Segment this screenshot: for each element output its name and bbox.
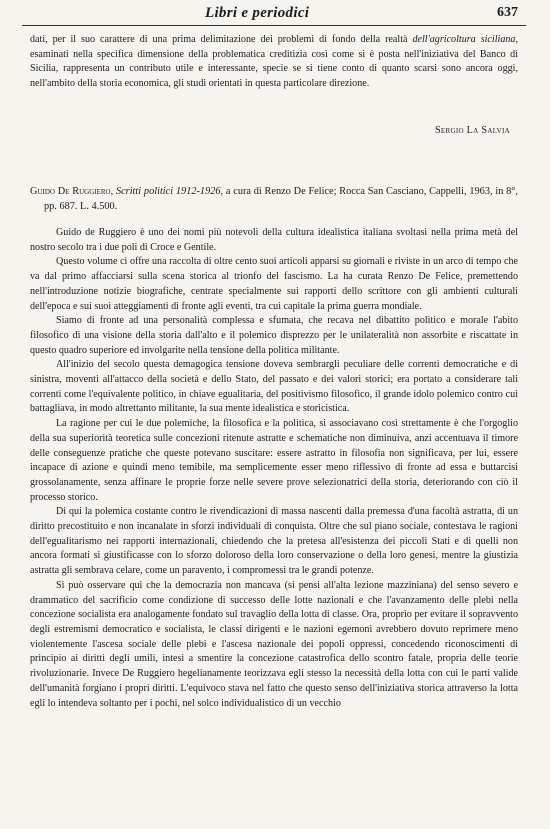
reference-line	[30, 185, 518, 214]
intro-paragraph	[30, 33, 518, 92]
body-paragraph-3: Siamo di fronte ad una personalità complessa e sfumata, che recava nel dibattito politico e morale l'abito filosofico di una visione della storia dall'alto e il polemico disprezzo per le unilateralità non assorbite e riscattate in questo quadro superiore ed involgarite nella tensione della politica militante.	[30, 315, 518, 356]
intro-italic: dell'agricoltura siciliana	[412, 34, 516, 45]
body-paragraph-6: Di qui la polemica costante contro le rivendicazioni di massa nascenti dalla premessa d'una facoltà astratta, di un diritto precostituito e non incanalate in sforzi individuali di conquista. Oltre che sul piano sociale, contestava le ragioni dell'egualitarismo nei rapporti internazionali, chiedendo che la pretesa all'esistenza dei piccoli Stati e di quelli non ancora formati si giustificasse con lo sforzo doloroso della loro conservazione o della loro genesi, mentre la giustizia astratta gli sembrava celare, come un paravento, i compromessi tra le grandi potenze.	[30, 506, 518, 577]
header-rule	[22, 25, 526, 26]
body-paragraph-7: Si può osservare qui che la democrazia non mancava (si pensi all'alta lezione mazziniana) del senso severo e drammatico del sacrificio come condizione di successo delle lotte nazionali e che l'avanzamento delle plebi nella concezione socialista era analogamente fondato sul travaglio della lotta di classe. Ora, proprio per evitare il sopravvento degli estremismi democratico e socialista, le classi dirigenti e le nazioni egemoni avrebbero dovuto reprimere meno violentemente l'ascesa sociale delle plebi e l'ascesa nazionale dei popoli oppressi, concedendo riconoscimenti di principio ai diritti degli umili, intesi a smentire la concezione catastrofica dello scontro fatale, propria delle teorie rivoluzionarie. Invece De Ruggiero hegelianamente teorizzava egli stesso la necessità della lotta con cui le parti valide dell'umanità forgiano i propri diritti. L'equivoco stava nel fatto che questo senso dell'iniziativa storica attraverso la lotta egli lo intendeva soltanto per i pochi, nel solco individualistico di un vecchio	[30, 579, 518, 709]
intro-text-2: , esaminati nella specifica dimensione della problematica creditizia così come si è posta nell'iniziativa del Banco di Sicilia, rappresenta un contributo utile e interessante, specie se si tiene conto di quanto scarsi sono ancora oggi, nell'ambito della storia economica, gli studi orientati in questa particolare direzione.	[30, 34, 518, 90]
review-body	[30, 226, 518, 711]
reference-title: Scritti politici 1912-1926,	[115, 186, 224, 197]
body-paragraph-4: All'inizio del secolo questa demagogica tensione doveva sembrargli peculiare delle correnti democratiche e di sinistra, moventi all'attacco della società e dello Stato, del passato e dei valori storici; era portato a considerare tali correnti come l'equivalente politico, in chiave egualitaria, del positivismo filosofico, il grande idolo polemico contro cui battagliava, in modo altrettanto militante, la sua mente idealistica e storicistica.	[30, 359, 518, 415]
page-number: 637	[497, 5, 518, 20]
review-conclusion	[30, 33, 518, 92]
body-paragraph-1: Guido de Ruggiero è uno dei nomi più notevoli della cultura idealistica italiana svoltasi nella prima metà del nostro secolo tra i due poli di Croce e Gentile.	[30, 227, 518, 253]
reference-details: a cura di Renzo De Felice; Rocca San Casciano, Cappelli, 1963, in 8°, pp. 687. L. 4.500.	[44, 186, 518, 212]
intro-text-1: dati, per il suo carattere di una prima delimitazione dei problemi di fondo della realtà	[30, 34, 413, 45]
book-reference	[30, 185, 518, 214]
header-title: Libri e periodici	[205, 5, 310, 21]
body-paragraph-5: La ragione per cui le due polemiche, la filosofica e la politica, si associavano così strettamente è che l'orgoglio della sua superiorità teoretica sulle concezioni ritenute astratte e schematiche non diminuiva, anzi accentuava il timore delle conseguenze pratiche che queste potevano suscitare: essere astratto in filosofia non significava, per lui, essere incapace di azione e quindi meno temibile, ma semplicemente esser meno riflessivo di fronte ad essa e buttarcisi grossolanamente, senza affinare le proprie forze nelle severe prove selezionatrici della storia, deteriorando con ciò il processo storico.	[30, 418, 518, 503]
reference-author: Guido De Ruggiero,	[30, 186, 114, 197]
running-header	[30, 5, 518, 25]
body-paragraph-2: Questo volume ci offre una raccolta di oltre cento suoi articoli apparsi su giornali e riviste in un arco di tempo che va dal primo affacciarsi sulla scena storica al trionfo del fascismo. La ha curata Renzo De Felice, premettendo nell'introduzione notizie biografiche, centrate specialmente sui rapporti dello scrittore con gli ambienti culturali dell'epoca e sui suoi atteggiamenti di fronte agli eventi, tra cui capitale la prima guerra mondiale.	[30, 256, 518, 312]
reviewer-signature: Sergio La Salvia	[434, 125, 510, 136]
